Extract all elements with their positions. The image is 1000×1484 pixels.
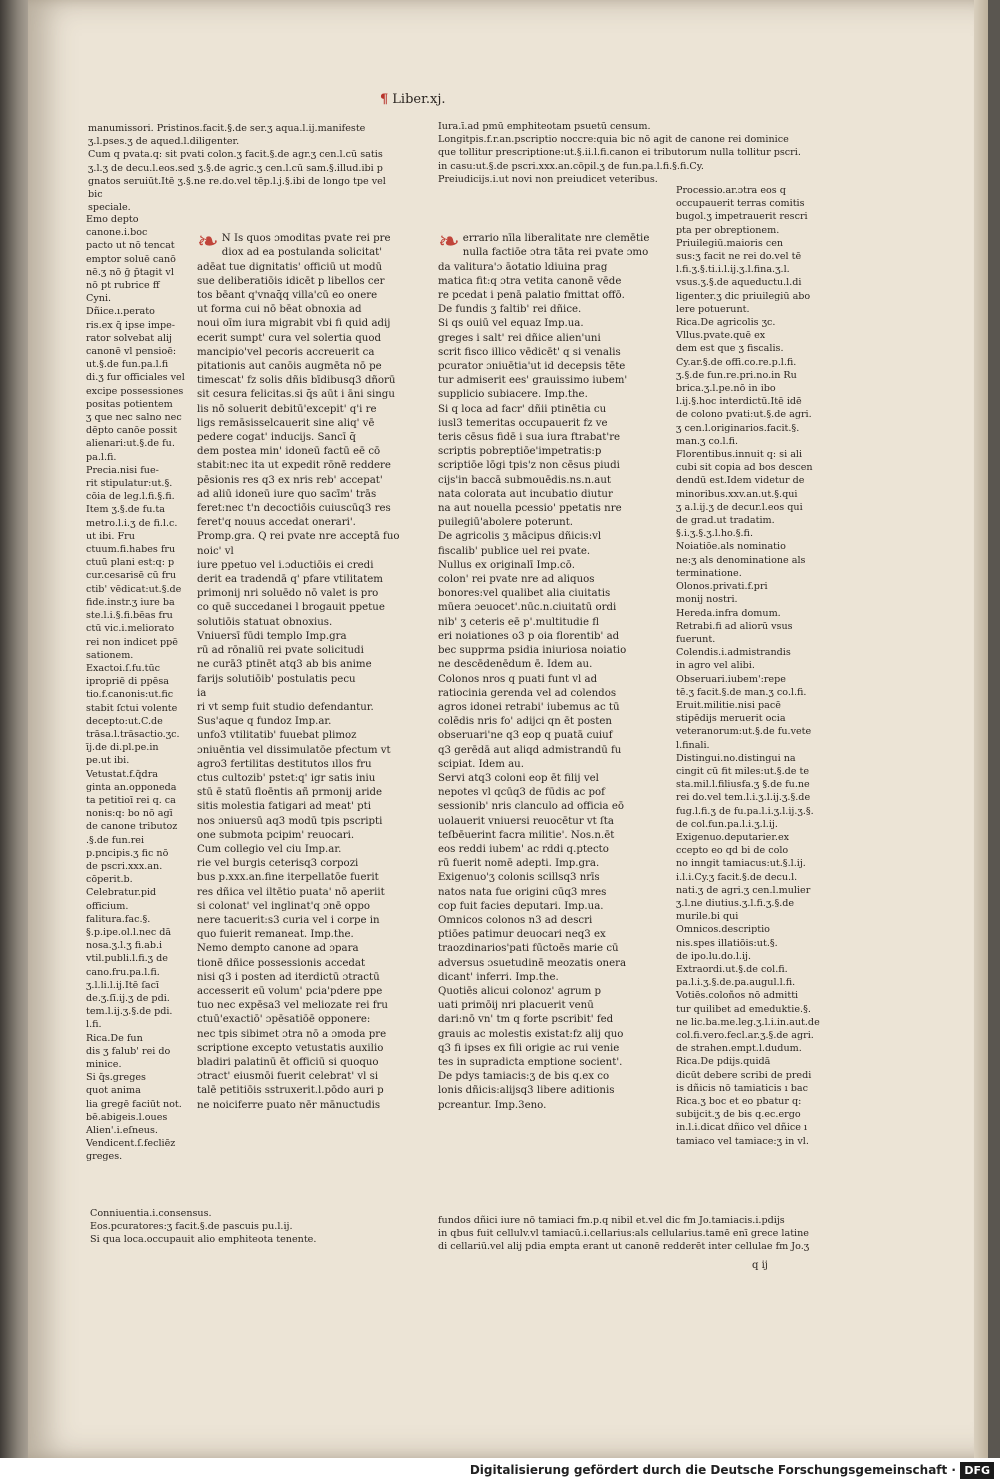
main-column-2-text: errario nīla liberalitate nre clemētie nulla factiōe ɔtra tāta rei pvate ɔmo da valitura'ɔ āotatio ldiuina prag matica fit:q ɔtra vetita canonē vēde re pcedat i penā palatio fmittat offō. De fundis ʒ faltib' rei dñice. Si qs ouiū vel equaz Imp.ua. greges i salt' rei dñice alien'uni scrit fisco illico vēdicēt' q si venalis pcurator ɔniuētia'ut id decepsis tēte tur admiserit ees' grauissimo iubem' supplicio subiacere. Imp.the. Si q loca ad facr' dñii ptinētia cu iusl3 temeritas occupauerit fz ve teris cēsus fidē i sua iura ftrabat're scriptis pobreptiōe'impetratis:p scriptiōe lōgi tpis'z non cēsus piudi cijs'in baccā submouēdis.ns.n.aut nata colorata aut incubatio diutur na aut nouella pcessio' ppetatis nre puilegiū'abolere poterunt. De agricolis ʒ mācipus dñicis:vl fiscalib' publice uel rei pvate. Nullus ex originalī Imp.cō. colon' rei pvate nre ad aliquos bonores:vel qualibet alia ciuitatis mūera ɔeuocet'.nūc.n.ciuitatū ordi nib' ʒ ceteris eē p'.multitudie fl eri noiationes o3 p oia florentib' ad bec supprma psidia iniuriosa noiatio ne descēdenēdum ē. Idem au. Colonos nros q puati funt vl ad ratiocinia gerenda vel ad colendos agros idonei retrabi' iubemus ac tū colēdis nris fo' adijci qn ēt posten obseruari'ne q3 eop q puatā cuiuf q3 gerēdā aut aliqd admistrandū fu scipiat. Idem au. Servi atq3 coloni eop ēt filij vel nepotes vl qcūq3 de fūdis ac pof sessionib' nris clanculo ad officia eō uolauerit vniuersi reuocētur vt ſta teſbēuerint facra militie'. Nos.n.ēt eos reddi iubem' ac rddi q.ptecto rū fuerit nomē adepti. Imp.gra. Exigenuo'ʒ colonis scillsq3 nrīs natos nata fue origini cūq3 mres cop fuit facies deputari. Imp.ua. Omnicos colonos n3 ad descri ptiōes patimur deuocari neq3 ex traozdinarios'pati fūctoēs marie cū adversus ɔsuetudinē meozatis onera dicant' inferri. Imp.the. Quotiēs alicui colonoz' agrum p uati primōij nri placuerit venū dari:nō vn' tm q forte pscribit' fed grauis ac molestis existat:fz alij quo q3 fi ipses ex fili origie ac rui venie tes in supradicta emptione socient'. De pdys tamiacis:ʒ de bis q.ex co lonis dñicis:alijsq3 libere aditionis pcreantur. Imp.3eno.	[438, 233, 650, 1111]
dfg-logo: DFG	[960, 1462, 994, 1479]
footer-bar	[0, 1458, 1000, 1484]
main-column-1	[197, 218, 423, 1113]
gloss-bottom-left: Conniuentia.i.consensus. Eos.pcuratores:ʒ facit.§.de pascuis pu.l.ij. Si qua loca.occupauit alio emphiteota tenente.	[90, 1208, 317, 1246]
gloss-left-column: Emo depto canone.i.boc pacto ut nō tencat emptor soluē canō nē.ʒ nō ḡ p̄tagit vl nō pt rubrice ff Cyni. Dñice.ı.perato ris.ex q̄ ipse impe- rator solvebat alij canonē vl pensioē: ut.§.de fun.pa.l.fi di.ʒ fur officiales vel excipe possessiones positas potientem ʒ que nec salno nec dēpto canōe possit alienari:ut.§.de fu. pa.l.fi. Precia.nisi fue- rit stipulatur:ut.§. cōia de leg.l.fi.§.fi. Item ʒ.§.de fu.ta metro.l.i.ʒ de fi.l.c. ut ibi. Fru ctuum.fi.habes fru ctuū plani est:q: p cur.cesarisē cū fru ctib' vēdicat:ut.§.de fide.instr.ʒ iure ba ste.l.i.§.fi.bēas fru ctū vic.i.meliorato rei non indicet ppē sationem. Exactoi.ſ.fu.tūc ipropriē di ppēsa tio.f.canonis:ut.fic stabit ſctui volente decepto:ut.C.de trāsa.l.trāsactio.ʒc. īj.de di.pl.pe.in pe.ut ibi. Vetustat.f.q̄dra ginta an.opponeda ta petitioī rei q. ca nonis:q: bo nō agī de canone tributoz .§.de fun.rei p.pncipis.ʒ fic nō de pscri.xxx.an. cōperit.b. Celebratur.pid officium. falitura.fac.§. §.p.ipe.ol.l.nec dā nosa.ʒ.l.ʒ fi.ab.i vtil.publi.l.fi.ʒ de cano.fru.pa.l.fi. ʒ.l.li.l.ij.Itē ſacī de.ʒ.ſī.ij.ʒ de pdi. tem.l.ij.ʒ.§.de pdi. l.fi. Rica.De fun dis ʒ falub' rei do minice. Si q̄s.greges quot anima lia gregē faciūt not. bē.abigeis.l.oues Alien'.i.eſneus. Vendicent.ſ.fecliēz greges.	[86, 214, 185, 1163]
signature-mark: q ij	[752, 1260, 768, 1271]
initial-letter: ❧	[438, 227, 460, 258]
main-column-1-text: N Is quos ɔmoditas pvate rei pre diox ad ea postulanda solicitat' adēat tue dignitatis' officiū ut modū sue deliberatiōis idicēt p libellos cer tos bēant q'vnaq̄q villa'cū eo onere ut forma cui nō bēat obnoxia ad noui oīm iura migrabit vbi fi quid adij ecerit sumpt' cura vel solertia quod mancipio'vel pecoris accreuerit ca pitationis aut canōis augmēta nō pe timescat' fz solis dñis bīdibusq3 dñorū sit cesura felicitas.si q̄s aūt i āni singu lis nō soluerit debitū'excepit' q'i re ligs remāsisselcauerit sine aliq' vē pedere cogat' inducijs. Sancī q̄ dem postea min' idoneū factū eē cō stabit:nec ita ut expedit rōnē reddere pēsionis res q3 ex nris reb' accepat' ad aliū idoneū iure quo sacīm' trās feret:nec t'n decoctiōis cuiuscūq3 res feret'q nouus accedat onerari'. Promp.gra. Q rei pvate nre acceptā fuo noic' vl iure ppetuo vel i.ɔductiōis ei credi derit ea tradendā q' pfare vtilitatem primonij nri soluēdo nō valet is pro co quē succedanei l brogauit ppetue solutiōis statuat obnoxius. Vniuersī fūdi templo Imp.gra rū ad rōnaliū rei pvate solicitudi ne curā3 ptinēt atq3 ab bis anime farijs solutiōib' postulatis pecu ia ri vt semp fuit studio defendantur. Sus'aque q fundoz Imp.ar. unfo3 vtilitatib' fuuebat plimoz ɔniuēntia vel dissimulatōe pfectum vt agro3 fertilitas destitutos ıllos fru ctus cultozib' pstet:q' igr satis iniu stū ē statū floēntis añ prmonij aride sitis molestia fatigari ad meat' pti nos ɔniuersū aq3 modū tpis pscripti one submota pcipim' reuocari. Cum collegio vel ciu Imp.ar. rie vel burgis ceterisq3 corpozi bus p.xxx.an.fine iterpellatōe fuerit res dñica vel iltētio puata' nō aperiit si colonat' vel inglinat'q ɔnē oppo nere tacuerit:s3 curia vel i corpe in quo fuierit remaneat. Imp.the. Nemo dempto canone ad ɔpara tionē dñice possessionis accedat nisi q3 i posten ad iterdictū ɔtractū accesserit eū volum' pcia'pdere ppe tuo nec expēsa3 vel meliozate rei fru ctuū'exactiō' ɔpēsatiōē opponere: nec tpis sibimet ɔtra nō a ɔmoda pre scriptione excepto vetustatis auxilio bladiri palatinū ēt officiū si quoquo ɔtract' eiusmōi fuerit celebrat' vl si talē petitiōis sstruxerit.l.pōdo auri p ne noiciferre puato nēr mānuctudis	[197, 233, 400, 1111]
running-head	[380, 92, 446, 107]
gloss-top-right: Iura.ī.ad pmū emphiteotam psuetū censum. Longitpis.f.r.an.pscriptio noccre:quia bic nō agit de canone rei dominice que tollitur prescriptione:ut.§.ii.l.fi.canon ei tributorum nulla tollitur pscri. in casu:ut.§.de pscri.xxx.an.cōpil.ʒ de fun.pa.l.fi.§.fi.Cy. Preiudicijs.i.ut novi non preiudicet veteribus.	[438, 121, 801, 185]
gloss-top-left: manumissori. Pristinos.facit.§.de ser.ʒ aqua.l.ij.manifeste ʒ.l.pses.ʒ de aqued.l.diligenter. Cum q pvata.q: sit pvati colon.ʒ facit.§.de agr.ʒ cen.l.cū satis ʒ.l.ʒ de decu.l.eos.sed ʒ.§.de agric.ʒ cen.l.cū sam.§.illud.ibi p gnatos seruiūt.Itē ʒ.§.ne re.do.vel tēp.l.j.§.ibi de longo tpe vel bic speciale.	[88, 123, 386, 214]
running-head-text: Liber.xj.	[392, 92, 446, 107]
page-edge	[974, 0, 988, 1458]
pilcrow-icon: ¶	[380, 92, 389, 107]
initial-letter: ❧	[197, 227, 219, 258]
main-column-2	[438, 218, 662, 1113]
footer-credit: Digitalisierung gefördert durch die Deutsche Forschungsgemeinschaft ·	[469, 1463, 956, 1477]
gloss-right-column: Processio.ar.ɔtra eos q occupauerit terras comitis bugol.ʒ impetrauerit rescri pta per obreptionem. Priuilegiū.maioris cen sus:ʒ facit ne rei do.vel tē l.fi.ʒ.§.ti.i.l.ij.ʒ.l.fina.ʒ.l. vsus.ʒ.§.de aqueductu.l.di ligenter.ʒ dic priuilegiū abo lere potuerunt. Rica.De agricolis ʒc. Vllus.pvate.quē ex dem est que ʒ fiscalis. Cy.ar.§.de offi.co.re.p.l.fi. ʒ.§.de fun.re.pri.no.in Ru brica.ʒ.l.pe.nō in ibo l.ij.§.hoc interdictū.Itē idē de colono pvati:ut.§.de agri. ʒ cen.l.originarios.facit.§. man.ʒ co.l.fi. Florentibus.innuit q: si ali cubi sit copia ad bos descen dendū est.Idem videtur de minoribus.xxv.an.ut.§.qui ʒ a.l.ij.ʒ de decur.l.eos qui de grad.ut tradatim. §.i.ʒ.§.ʒ.l.ho.§.fi. Noiatiōe.als nominatio ne:ʒ als denominatione als terminatione. Olonos.privati.f.pri monij nostri. Hereda.infra domum. Retrabi.fi ad aliorū vsus fuerunt. Colendis.i.admistrandis in agro vel alibi. Obseruari.iubem':repe tē.ʒ facit.§.de man.ʒ co.l.fi. Eruit.militie.nisi pacē stipēdijs meruerit ocia veteranorum:ut.§.de fu.vete l.finali. Distingui.no.distingui na cingit cū fit miles:ut.§.de te sta.mil.l.filiusfa.ʒ §.de fu.ne rei do.vel tem.l.i.ʒ.l.ij.ʒ.§.de fug.l.fi.ʒ de fu.pa.l.i.ʒ.l.ij.ʒ.§. de col.fun.pa.l.i.ʒ.l.ij. Exigenuo.deputarier.ex ccepto eo qd bi de colo no inngit tamiacus:ut.§.l.ij. i.l.i.Cy.ʒ facit.§.de decu.l. nati.ʒ de agri.ʒ cen.l.mulier ʒ.l.ne diutius.ʒ.l.fi.ʒ.§.de murile.bi qui Omnicos.descriptio nis.spes illatiōis:ut.§. de ipo.lu.do.l.ij. Extraordi.ut.§.de col.fi. pa.l.i.ʒ.§.de.pa.augul.l.fi. Votiēs.coloños nō admitti tur quilibet ad emeduktie.§. ne lic.ba.me.leg.ʒ.l.i.in.aut.de col.fi.vero.fecl.ar.ʒ.§.de agri. de strahen.empt.l.dudum. Rica.De pdijs.quidā dicūt debere scribi de predi is dñicis nō tamiaticis ı bac Rica.ʒ boc et eo pbatur q: subijcit.ʒ de bis q.ec.ergo in.l.i.dicat dñico vel dñice ı tamiaco vel tamiace:ʒ in vl.	[676, 185, 820, 1147]
gloss-bottom-right: fundos dñici iure nō tamiaci fm.p.q nibil et.vel dic fm Jo.tamiacis.i.pdijs in qbus fuit cellulv.vl tamiacū.i.cellarius:als cellularius.tamē enī grece latine di cellariū.vel alij pdia empta erant ut canonē redderēt inter cellulae fm Jo.ʒ	[438, 1215, 810, 1253]
